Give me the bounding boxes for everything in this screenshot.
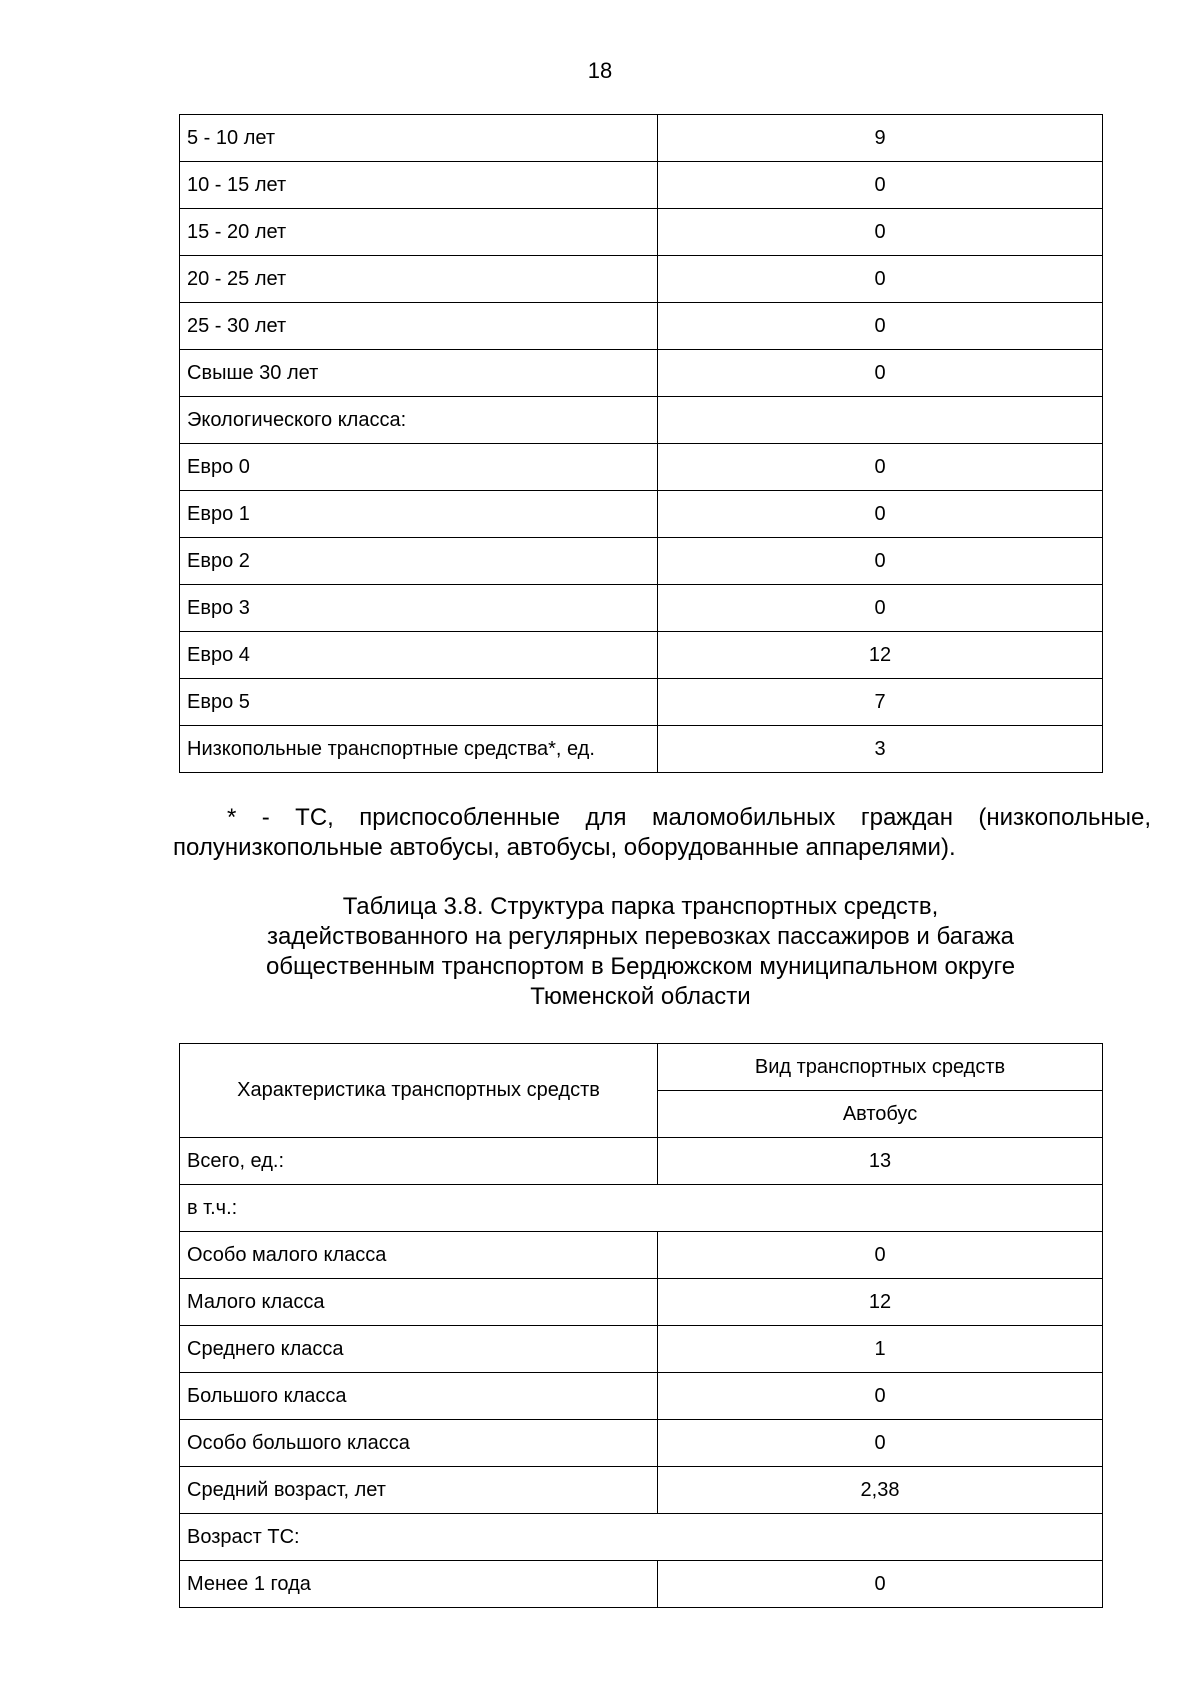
- caption-line-2: задействованного на регулярных перевозках пассажиров и багажа: [266, 923, 1015, 950]
- fleet-age-eco-table: [179, 114, 1103, 773]
- row-label: Евро 4: [180, 632, 658, 679]
- table-row: [180, 162, 1103, 209]
- fleet-structure-table: [179, 1043, 1103, 1608]
- row-label: 15 - 20 лет: [180, 209, 658, 256]
- page-number: 18: [587, 58, 613, 83]
- row-value: 7: [658, 679, 1103, 726]
- table-row: [180, 1326, 1103, 1373]
- row-label: 10 - 15 лет: [180, 162, 658, 209]
- header-characteristic: Характеристика транспортных средств: [180, 1044, 658, 1138]
- row-value: 0: [658, 209, 1103, 256]
- table-row: [180, 1138, 1103, 1185]
- row-label: Малого класса: [180, 1279, 658, 1326]
- row-label: Особо малого класса: [180, 1232, 658, 1279]
- table-row: [180, 1467, 1103, 1514]
- row-value: [658, 397, 1103, 444]
- table-row: [180, 397, 1103, 444]
- row-label: Среднего класса: [180, 1326, 658, 1373]
- row-value: 0: [658, 256, 1103, 303]
- row-label: 5 - 10 лет: [180, 115, 658, 162]
- row-label: Низкопольные транспортные средства*, ед.: [180, 726, 658, 773]
- row-value: 0: [658, 538, 1103, 585]
- row-value: 0: [658, 303, 1103, 350]
- row-label: 20 - 25 лет: [180, 256, 658, 303]
- row-value: 0: [658, 162, 1103, 209]
- table-row: [180, 115, 1103, 162]
- header-bus: Автобус: [658, 1091, 1103, 1138]
- row-label: Всего, ед.:: [180, 1138, 658, 1185]
- table-row: [180, 1279, 1103, 1326]
- row-label: Экологического класса:: [180, 397, 658, 444]
- caption-line-1: Таблица 3.8. Структура парка транспортных средств,: [342, 893, 939, 920]
- row-value: 0: [658, 491, 1103, 538]
- table-row: [180, 444, 1103, 491]
- table-row: [180, 1232, 1103, 1279]
- row-label: Свыше 30 лет: [180, 350, 658, 397]
- row-value: 3: [658, 726, 1103, 773]
- row-value: 1: [658, 1326, 1103, 1373]
- row-value: 0: [658, 444, 1103, 491]
- footnote-line-2: полунизкопольные автобусы, автобусы, оборудованные аппарелями).: [173, 834, 956, 861]
- footnote-line-1: * - ТС, приспособленные для маломобильных граждан (низкопольные,: [227, 804, 1151, 831]
- row-label: в т.ч.:: [180, 1185, 1103, 1232]
- caption-line-4: Тюменской области: [530, 983, 751, 1010]
- table-row: [180, 538, 1103, 585]
- footnote: [173, 803, 1151, 863]
- row-value: 0: [658, 1561, 1103, 1608]
- row-value: 2,38: [658, 1467, 1103, 1514]
- table-row: [180, 303, 1103, 350]
- row-label: Возраст ТС:: [180, 1514, 1103, 1561]
- table-row: [180, 1373, 1103, 1420]
- table-caption: [179, 892, 1102, 1012]
- table-row: [180, 679, 1103, 726]
- table-row: [180, 1514, 1103, 1561]
- table-header-row: [180, 1044, 1103, 1091]
- row-label: Евро 2: [180, 538, 658, 585]
- table-row: [180, 726, 1103, 773]
- row-value: 9: [658, 115, 1103, 162]
- table-row: [180, 1420, 1103, 1467]
- row-value: 0: [658, 585, 1103, 632]
- header-vehicle-type: Вид транспортных средств: [658, 1044, 1103, 1091]
- table-row: [180, 209, 1103, 256]
- table-row: [180, 585, 1103, 632]
- row-label: Евро 3: [180, 585, 658, 632]
- table-row: [180, 1185, 1103, 1232]
- row-label: Евро 5: [180, 679, 658, 726]
- row-label: 25 - 30 лет: [180, 303, 658, 350]
- table-row: [180, 350, 1103, 397]
- row-value: 0: [658, 1232, 1103, 1279]
- row-label: Средний возраст, лет: [180, 1467, 658, 1514]
- row-value: 0: [658, 1420, 1103, 1467]
- row-value: 0: [658, 350, 1103, 397]
- row-value: 12: [658, 1279, 1103, 1326]
- table-row: [180, 256, 1103, 303]
- row-value: 0: [658, 1373, 1103, 1420]
- row-label: Евро 0: [180, 444, 658, 491]
- row-label: Евро 1: [180, 491, 658, 538]
- row-value: 12: [658, 632, 1103, 679]
- table-row: [180, 491, 1103, 538]
- row-value: 13: [658, 1138, 1103, 1185]
- table-row: [180, 1561, 1103, 1608]
- caption-line-3: общественным транспортом в Бердюжском муниципальном округе: [265, 953, 1016, 980]
- row-label: Менее 1 года: [180, 1561, 658, 1608]
- table-row: [180, 632, 1103, 679]
- row-label: Особо большого класса: [180, 1420, 658, 1467]
- row-label: Большого класса: [180, 1373, 658, 1420]
